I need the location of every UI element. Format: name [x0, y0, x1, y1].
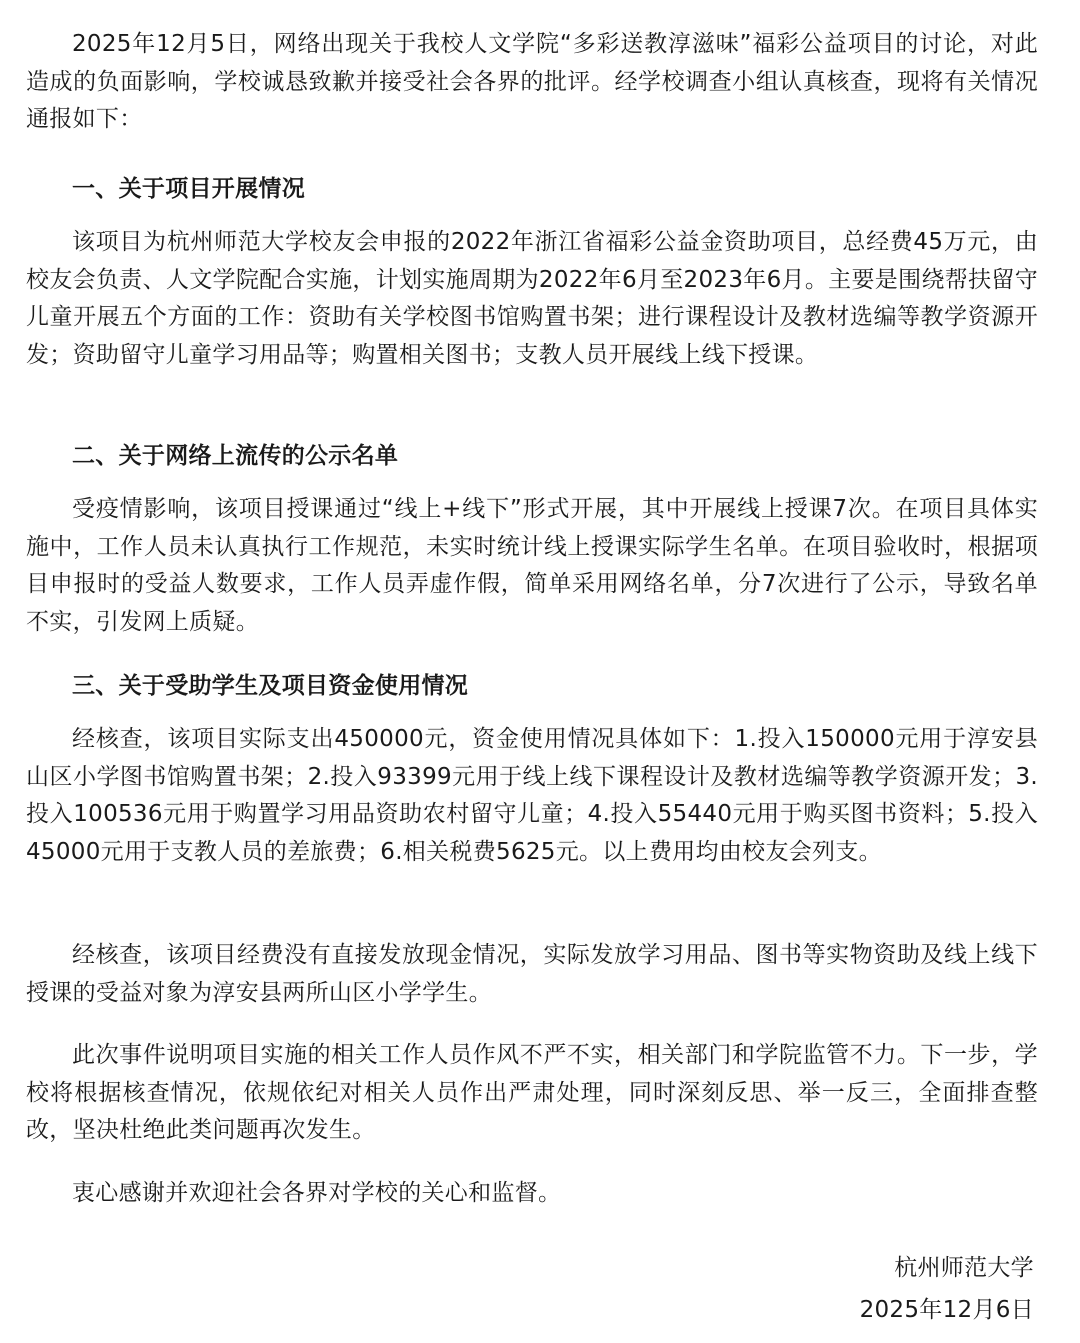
section-1-heading: 一、关于项目开展情况 — [72, 176, 305, 202]
section-3-body-beneficiaries: 经核查，该项目经费没有直接发放现金情况，实际发放学习用品、图书等实物资助及线上线下授课的受益对象为淳安县两所山区小学学生。 — [26, 942, 1038, 1006]
intro-paragraph: 2025年12月5日，网络出现关于我校人文学院“多彩送教淳滋味”福彩公益项目的讨论，对此造成的负面影响，学校诚恳致歉并接受社会各界的批评。经学校调查小组认真核查，现将有关情况通报如下： — [26, 31, 1038, 132]
section-2-body: 受疫情影响，该项目授课通过“线上+线下”形式开展，其中开展线上授课7次。在项目具体实施中，工作人员未认真执行工作规范，未实时统计线上授课实际学生名单。在项目验收时，根据项目申报时的受益人数要求，工作人员弄虚作假，简单采用网络名单，分7次进行了公示，导致名单不实，引发网上质疑。 — [26, 496, 1038, 635]
section-3-heading: 三、关于受助学生及项目资金使用情况 — [72, 673, 469, 699]
section-1-body: 该项目为杭州师范大学校友会申报的2022年浙江省福彩公益金资助项目，总经费45万元，由校友会负责、人文学院配合实施，计划实施周期为2022年6月至2023年6月。主要是围绕帮扶留守儿童开展五个方面的工作：资助有关学校图书馆购置书架；进行课程设计及教材选编等教学资源开发；资助留守儿童学习用品等；购置相关图书；支教人员开展线上线下授课。 — [26, 229, 1038, 368]
signature-date: 2025年12月6日 — [859, 1297, 1034, 1323]
section-2-heading: 二、关于网络上流传的公示名单 — [72, 443, 399, 469]
section-3-body-funds: 经核查，该项目实际支出450000元，资金使用情况具体如下：1.投入150000元用于淳安县山区小学图书馆购置书架；2.投入93399元用于线上线下课程设计及教材选编等教学资源开发；3.投入100536元用于购置学习用品资助农村留守儿童；4.投入55440元用于购买图书资料；5.投入45000元用于支教人员的差旅费；6.相关税费5625元。以上费用均由校友会列支。 — [26, 726, 1038, 865]
conclusion-paragraph: 此次事件说明项目实施的相关工作人员作风不严不实，相关部门和学院监管不力。下一步，学校将根据核查情况，依规依纪对相关人员作出严肃处理，同时深刻反思、举一反三，全面排查整改，坚决杜绝此类问题再次发生。 — [26, 1042, 1038, 1143]
signature-org: 杭州师范大学 — [894, 1255, 1034, 1281]
thanks-paragraph: 衷心感谢并欢迎社会各界对学校的关心和监督。 — [72, 1180, 562, 1206]
